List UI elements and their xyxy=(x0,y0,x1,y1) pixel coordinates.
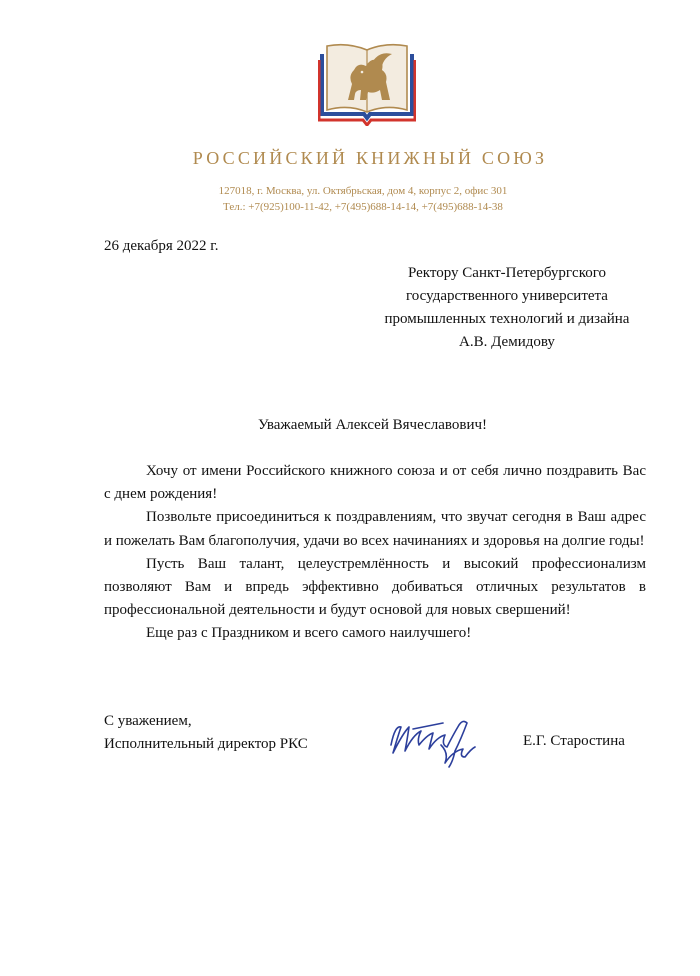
body-paragraph: Еще раз с Праздником и всего самого наилучшего! xyxy=(146,625,472,642)
book-griffin-logo-icon xyxy=(318,40,416,126)
closing-regards: С уважением, xyxy=(104,713,192,729)
recipient-line: Ректору Санкт-Петербургского xyxy=(407,265,606,281)
letter-body xyxy=(104,460,646,646)
recipient-name: А.В. Демидову xyxy=(459,334,555,350)
signer-name: Е.Г. Старостина xyxy=(523,733,625,749)
handwritten-signature xyxy=(383,705,483,775)
organization-name: РОССИЙСКИЙ КНИЖНЫЙ СОЮЗ xyxy=(192,148,548,168)
salutation: Уважаемый Алексей Вячеславович! xyxy=(257,417,488,433)
organization-contacts xyxy=(0,183,700,215)
signer-position: Исполнительный директор РКС xyxy=(104,736,308,752)
recipient-line: промышленных технологий и дизайна xyxy=(384,311,630,327)
closing-block xyxy=(104,710,308,756)
organization-address: 127018, г. Москва, ул. Октябрьская, дом 4, корпус 2, офис 301 xyxy=(218,185,508,197)
recipient-block xyxy=(362,262,652,354)
recipient-line: государственного университета xyxy=(406,288,608,304)
body-paragraph: Позвольте присоединиться к поздравлениям, что звучат сегодня в Ваш адрес и пожелать Вам благополучия, удачи во всех начинаниях и здоровья на долгие годы! xyxy=(104,509,646,549)
body-paragraph: Пусть Ваш талант, целеустремлённость и высокий профессионализм позволяют Вам и впредь эффективно добиваться отличных результатов в профессиональной деятельности и будут основой для новых свершений! xyxy=(104,555,646,619)
letter-date: 26 декабря 2022 г. xyxy=(104,238,219,254)
body-paragraph: Хочу от имени Российского книжного союза и от себя лично поздравить Вас с днем рождения! xyxy=(104,463,646,503)
organization-phones: Тел.: +7(925)100-11-42, +7(495)688-14-14, +7(495)688-14-38 xyxy=(223,201,503,213)
